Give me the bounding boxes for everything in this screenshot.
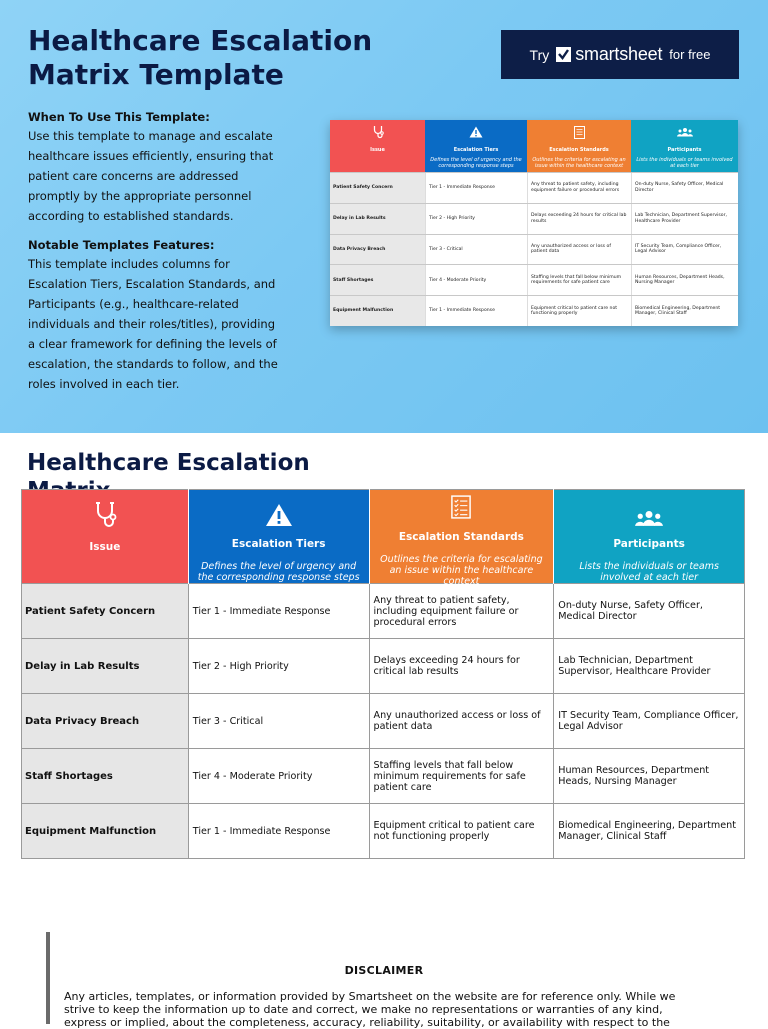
escalation-matrix-table [21,489,745,859]
cta-brand-label: smartsheet [575,44,663,64]
preview-title-tiers: Escalation Tiers [453,147,499,153]
table-row [22,639,745,694]
preview-cell-issue: Staff Shortages [330,265,425,295]
preview-cell-issue: Delay in Lab Results [330,204,425,234]
header-issue [22,490,189,584]
preview-cell-standard: Any unauthorized access or loss of patient data [527,235,631,265]
preview-header-issue [330,120,425,172]
cell-tier: Tier 1 - Immediate Response [188,804,369,859]
preview-cell-participants: Lab Technician, Department Supervisor, Healthcare Provider [631,204,738,234]
stethoscope-icon [93,494,117,530]
people-icon [677,124,693,140]
people-icon [635,494,663,527]
preview-desc-standards: Outlines the criteria for escalating an issue within the healthcare context [532,157,626,169]
cell-participants: IT Security Team, Compliance Officer, Legal Advisor [554,694,745,749]
header-standards-title: Escalation Standards [398,531,524,543]
preview-cell-participants: On-duty Nurse, Safety Officer, Medical Director [631,173,738,203]
cell-participants: Biomedical Engineering, Department Manager, Clinical Staff [554,804,745,859]
preview-cell-tier: Tier 3 - Critical [425,235,527,265]
cell-issue: Data Privacy Breach [22,694,189,749]
header-participants-title: Participants [613,538,685,550]
cell-participants: Lab Technician, Department Supervisor, Healthcare Provider [554,639,745,694]
checklist-icon [451,494,471,520]
preview-header-tiers [425,120,527,172]
preview-row [330,172,738,203]
cell-tier: Tier 3 - Critical [188,694,369,749]
header-tiers-title: Escalation Tiers [231,538,326,550]
cell-issue: Equipment Malfunction [22,804,189,859]
cta-try-label: Try [529,46,550,63]
header-tiers-desc: Defines the level of urgency and the corresponding response steps [197,561,360,583]
cell-participants: Human Resources, Department Heads, Nursing Manager [554,749,745,804]
when-to-use-heading: When To Use This Template: [28,110,210,124]
table-header-row [22,490,745,584]
preview-cell-tier: Tier 1 - Immediate Response [425,173,527,203]
preview-cell-issue: Data Privacy Breach [330,235,425,265]
smartsheet-check-icon [556,47,571,62]
cta-free-label: for free [669,47,711,62]
header-participants [554,490,745,584]
cell-issue: Staff Shortages [22,749,189,804]
preview-desc-participants: Lists the individuals or teams involved at each tier [636,157,733,169]
preview-cell-tier: Tier 4 - Moderate Priority [425,265,527,295]
preview-cell-tier: Tier 1 - Immediate Response [425,296,527,326]
table-row [22,584,745,639]
cell-tier: Tier 2 - High Priority [188,639,369,694]
header-escalation-tiers [188,490,369,584]
warning-icon [469,124,483,140]
cell-tier: Tier 4 - Moderate Priority [188,749,369,804]
header-participants-desc: Lists the individuals or teams involved at each tier [579,561,719,583]
preview-cell-standard: Equipment critical to patient care not functioning properly [527,296,631,326]
preview-title-standards: Escalation Standards [549,147,609,153]
preview-cell-issue: Equipment Malfunction [330,296,425,326]
preview-cell-participants: Biomedical Engineering, Department Manager, Clinical Staff [631,296,738,326]
table-row [22,804,745,859]
header-escalation-standards [369,490,554,587]
hero-banner [0,0,768,433]
preview-row [330,264,738,295]
preview-title-participants: Participants [667,147,702,153]
preview-header-participants [631,120,738,172]
features-text: This template includes columns for Escalation Tiers, Escalation Standards, and Participants (e.g., healthcare-related individuals and their roles/titles), providing a clear framework for defining the levels of escalation, the standards to follow, and the roles involved in each tier. [28,257,278,391]
matrix-section-title: Healthcare Escalation [27,450,310,476]
preview-row [330,203,738,234]
stethoscope-icon [372,124,384,140]
preview-cell-standard: Any threat to patient safety, including equipment failure or procedural errors [527,173,631,203]
when-to-use-text: Use this template to manage and escalate healthcare issues efficiently, ensuring that patient care concerns are addressed promptly by the appropriate personnel according to established standards. [28,129,274,223]
header-standards-desc: Outlines the criteria for escalating an issue within the healthcare context [380,554,543,587]
template-preview-image [330,120,738,326]
preview-title-issue: Issue [370,147,385,153]
preview-row [330,234,738,265]
preview-cell-participants: Human Resources, Department Heads, Nursing Manager [631,265,738,295]
cell-tier: Tier 1 - Immediate Response [188,584,369,639]
preview-row [330,295,738,326]
page-title: Healthcare Escalation Matrix Template [28,24,373,91]
preview-cell-tier: Tier 2 - High Priority [425,204,527,234]
preview-desc-tiers: Defines the level of urgency and the corresponding response steps [430,157,522,169]
cell-issue: Patient Safety Concern [22,584,189,639]
try-smartsheet-button[interactable] [501,30,739,79]
cell-standard: Delays exceeding 24 hours for critical lab results [369,639,554,694]
table-body [22,584,745,859]
disclaimer-title: DISCLAIMER [344,964,424,977]
preview-header-standards [527,120,631,172]
header-issue-title: Issue [89,541,121,553]
hero-description [28,108,284,404]
preview-cell-issue: Patient Safety Concern [330,173,425,203]
cell-issue: Delay in Lab Results [22,639,189,694]
preview-cell-standard: Staffing levels that fall below minimum requirements for safe patient care [527,265,631,295]
preview-header [330,120,738,172]
cell-standard: Any unauthorized access or loss of patient data [369,694,554,749]
table-row [22,694,745,749]
cell-participants: On-duty Nurse, Safety Officer, Medical Director [554,584,745,639]
preview-cell-participants: IT Security Team, Compliance Officer, Legal Advisor [631,235,738,265]
preview-rows [330,172,738,326]
cell-standard: Any threat to patient safety, including equipment failure or procedural errors [369,584,554,639]
disclaimer-text: Any articles, templates, or information provided by Smartsheet on the website are for reference only. While we strive to keep the information up to date and correct, we make no representations or warranties of any kind, express or implied, about the completeness, accuracy, reliability, suitability, or availability with respect to the [64,990,676,1029]
checklist-icon [574,124,585,140]
preview-cell-standard: Delays exceeding 24 hours for critical lab results [527,204,631,234]
features-heading: Notable Templates Features: [28,238,215,252]
table-row [22,749,745,804]
cell-standard: Equipment critical to patient care not functioning properly [369,804,554,859]
cell-standard: Staffing levels that fall below minimum requirements for safe patient care [369,749,554,804]
warning-icon [265,494,293,527]
disclaimer-accent-bar [46,932,50,1024]
